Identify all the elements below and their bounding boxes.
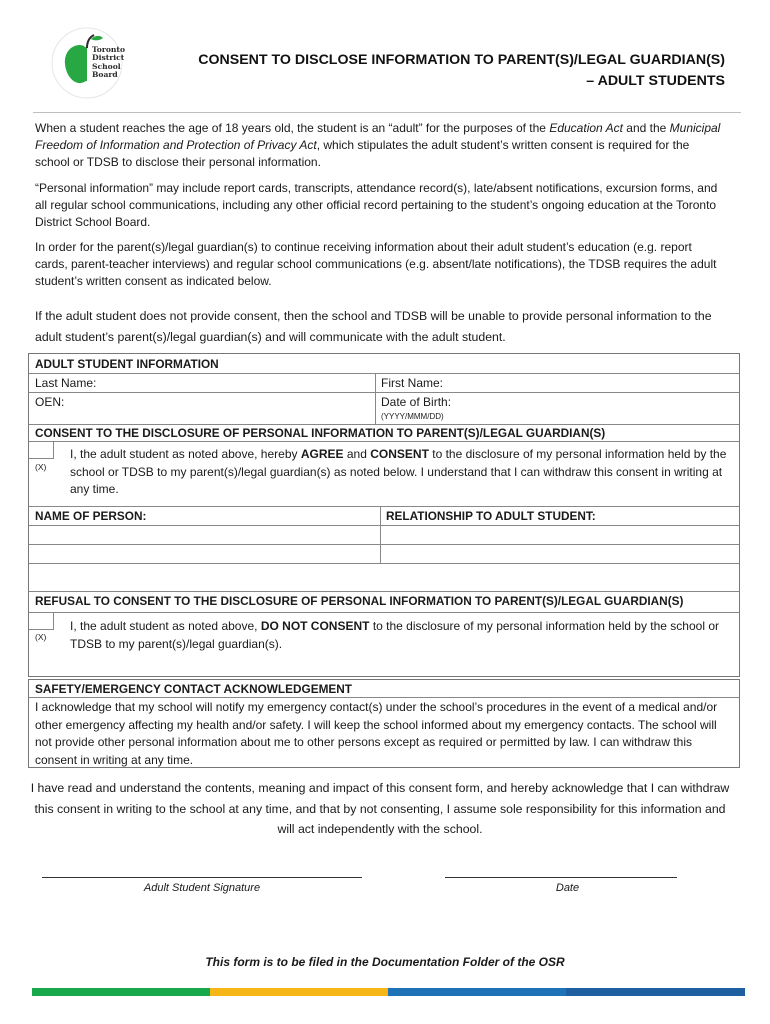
intro-paragraph-1: When a student reaches the age of 18 years old, the student is an “adult” for the purposes of the Education Act and the Municipal Freedom of Information and Protection of Privacy Act, which stipulates the adult student’s written consent is required for the school or TDSB to disclose their personal information.	[35, 121, 721, 169]
consent-form-table	[28, 353, 740, 677]
logo-line: Toronto	[92, 45, 126, 54]
footer-note: This form is to be filed in the Documentation Folder of the OSR	[205, 955, 565, 969]
first-name-label: First Name:	[381, 376, 444, 390]
refusal-header: REFUSAL TO CONSENT TO THE DISCLOSURE OF PERSONAL INFORMATION TO PARENT(S)/LEGAL GUARDIAN(S)	[35, 594, 684, 608]
intro-paragraph-4: If the adult student does not provide consent, then the school and TDSB will be unable to provide personal information to the adult student’s parent(s)/legal guardian(s) and will communicate with the adult student.	[35, 309, 712, 344]
student-info-header: ADULT STUDENT INFORMATION	[35, 357, 219, 371]
safety-header: SAFETY/EMERGENCY CONTACT ACKNOWLEDGEMENT	[35, 682, 352, 696]
date-line[interactable]	[445, 877, 677, 878]
title-divider	[33, 112, 741, 113]
safety-statement: I acknowledge that my school will notify my emergency contact(s) under the school’s procedures in the event of a medical and/or other emergency affecting my health and/or safety. I will keep the school informed about my emergency contacts. The school will not provide other personal information about me to other persons except as required or permitted by law. I can withdraw this consent in writing at any time.	[35, 700, 718, 767]
title-line-2: – ADULT STUDENTS	[586, 73, 725, 89]
refusal-statement: I, the adult student as noted above, DO NOT CONSENT to the disclosure of my personal information held by the school or TDSB to my parent(s)/legal guardian(s).	[70, 619, 720, 651]
logo-line: District	[92, 53, 125, 63]
signature-label: Adult Student Signature	[143, 882, 261, 894]
intro-paragraph-3: In order for the parent(s)/legal guardian(s) to continue receiving information about their adult student’s education (e.g. report cards, parent-teacher interviews) and regular school communications (e.g. absent/late notifications), the TDSB requires the adult student’s written consent as indicated below.	[35, 240, 717, 288]
date-of-birth-label: Date of Birth:	[381, 395, 452, 409]
date-label: Date	[555, 882, 580, 894]
dob-format-hint: (YYYY/MMM/DD)	[381, 412, 444, 421]
intro-paragraph-2: “Personal information” may include report cards, transcripts, attendance record(s), late/absent notifications, excursion forms, and all regular school communications, including any other official record pertaining to the student’s ongoing education at the Toronto District School Board.	[35, 181, 718, 229]
logo-wordmark	[92, 46, 132, 80]
footer-bar-darkblue	[566, 988, 745, 996]
consent-checkbox[interactable]	[29, 441, 54, 459]
page-title	[150, 50, 725, 92]
title-line-1: CONSENT TO DISCLOSE INFORMATION TO PARENT(S)/LEGAL GUARDIAN(S)	[198, 52, 725, 68]
acknowledgement-text: I have read and understand the contents, meaning and impact of this consent form, and hereby acknowledge that I can withdraw this consent in writing to the school at any time, and that by not consenting, I assume sole responsibility for this information and will act independently with the school.	[30, 781, 730, 836]
logo-line: Board	[92, 70, 118, 80]
signature-line[interactable]	[42, 877, 362, 878]
logo-line: School	[92, 61, 121, 71]
name-of-person-header: NAME OF PERSON:	[35, 509, 147, 523]
refusal-mark-hint: (X)	[35, 632, 47, 642]
oen-label: OEN:	[35, 395, 65, 409]
safety-section	[28, 679, 740, 768]
consent-mark-hint: (X)	[35, 462, 47, 472]
relationship-header: RELATIONSHIP TO ADULT STUDENT:	[386, 509, 596, 523]
consent-header: CONSENT TO THE DISCLOSURE OF PERSONAL INFORMATION TO PARENT(S)/LEGAL GUARDIAN(S)	[35, 426, 606, 440]
footer-bar-yellow	[210, 988, 388, 996]
footer-bar-blue	[388, 988, 566, 996]
footer-bar-green	[32, 988, 210, 996]
consent-statement: I, the adult student as noted above, hereby AGREE and CONSENT to the disclosure of my personal information held by the school or TDSB to my parent(s)/legal guardian(s) as noted below. I understand that I can withdraw this consent in writing at any time.	[70, 447, 727, 496]
refusal-checkbox[interactable]	[29, 612, 54, 630]
last-name-label: Last Name:	[35, 376, 97, 390]
